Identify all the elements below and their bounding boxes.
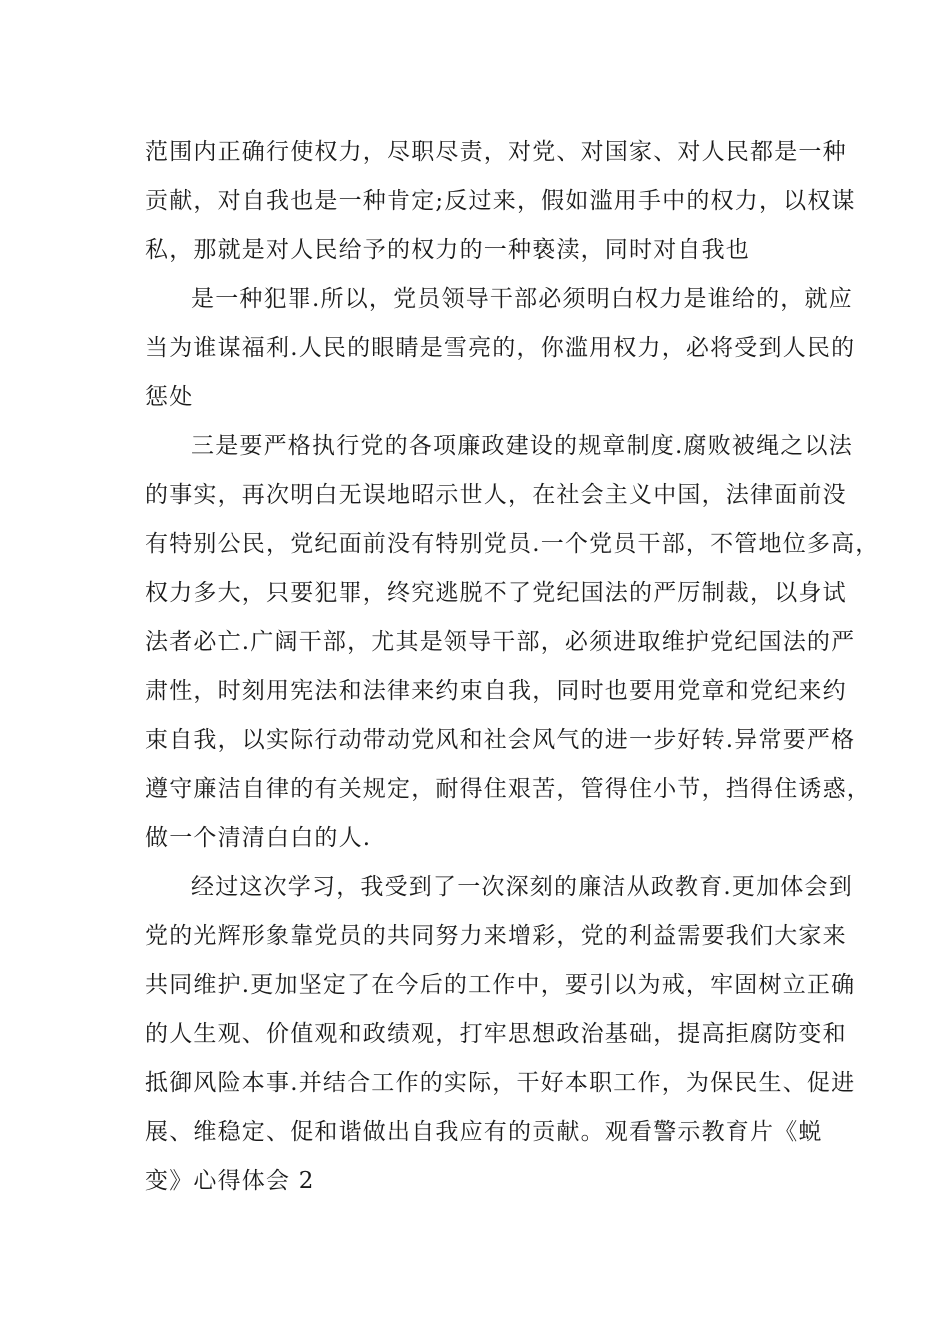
text-line: 惩处 — [145, 384, 194, 410]
text-line: 有特别公民，党纪面前没有特别党员.一个党员干部，不管地位多高， — [145, 531, 880, 557]
text-line: 的人生观、价值观和政绩观，打牢思想政治基础，提高拒腐防变和 — [145, 1021, 847, 1047]
text-line: 束自我，以实际行动带动党风和社会风气的进一步好转.异常要严格 — [145, 727, 856, 753]
text-line: 变》心得体会 2 — [145, 1168, 315, 1194]
paragraph-first-line: 经过这次学习，我受到了一次深刻的廉洁从政教育.更加体会到 — [191, 874, 853, 900]
text-line: 权力多大，只要犯罪，终究逃脱不了党纪国法的严厉制裁，以身试 — [145, 580, 847, 606]
text-line: 遵守廉洁自律的有关规定，耐得住艰苦，管得住小节，挡得住诱惑， — [145, 776, 871, 802]
text-line: 抵御风险本事.并结合工作的实际，干好本职工作，为保民生、促进 — [145, 1070, 856, 1096]
text-line: 范围内正确行使权力，尽职尽责，对党、对国家、对人民都是一种 — [145, 139, 847, 165]
text-line: 展、维稳定、促和谐做出自我应有的贡献。观看警示教育片《蜕 — [145, 1119, 823, 1145]
paragraph-first-line: 是一种犯罪.所以，党员领导干部必须明白权力是谁给的，就应 — [191, 286, 853, 312]
text-line: 当为谁谋福利.人民的眼睛是雪亮的，你滥用权力，必将受到人民的 — [145, 335, 856, 361]
text-line: 做一个清清白白的人. — [145, 825, 372, 851]
text-line: 私，那就是对人民给予的权力的一种亵渎，同时对自我也 — [145, 237, 750, 263]
text-line: 党的光辉形象靠党员的共同努力来增彩，党的利益需要我们大家来 — [145, 923, 847, 949]
text-line: 肃性，时刻用宪法和法律来约束自我，同时也要用党章和党纪来约 — [145, 678, 847, 704]
paragraph-first-line: 三是要严格执行党的各项廉政建设的规章制度.腐败被绳之以法 — [191, 433, 853, 459]
text-line: 的事实，再次明白无误地昭示世人，在社会主义中国，法律面前没 — [145, 482, 847, 508]
text-line: 法者必亡.广阔干部，尤其是领导干部，必须进取维护党纪国法的严 — [145, 629, 856, 655]
text-line: 共同维护.更加坚定了在今后的工作中，要引以为戒，牢固树立正确 — [145, 972, 856, 998]
text-line: 贡献，对自我也是一种肯定;反过来，假如滥用手中的权力，以权谋 — [145, 188, 856, 214]
